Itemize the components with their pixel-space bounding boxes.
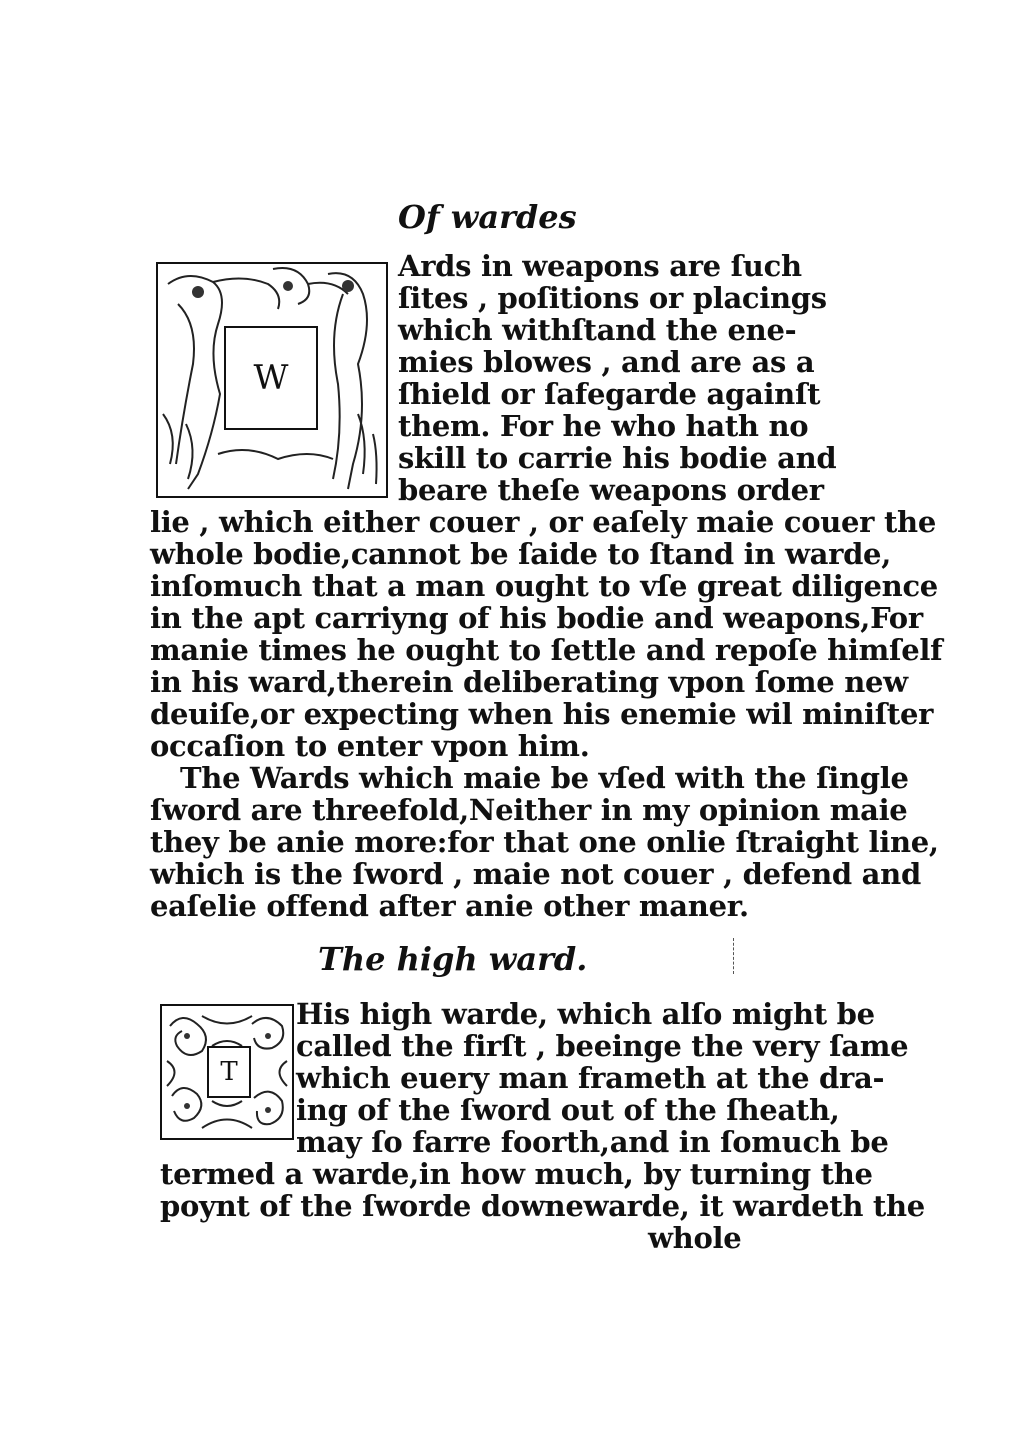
section-heading-high-ward: The high ward. [318,940,588,978]
text-line: mies blowes , and are as a [398,345,815,379]
text-line: termed a warde,in how much, by turning the [160,1157,873,1191]
text-line: His high warde, which alſo might be [296,997,875,1031]
text-line: Ards in weapons are ſuch [398,249,802,283]
initial-letter-t: T [207,1046,251,1098]
text-line: whole bodie,cannot be ſaide to ſtand in warde, [150,537,892,571]
text-line: occaſion to enter vpon him. [150,729,590,763]
decorated-initial-t [160,1004,294,1140]
text-line: which is the ſword , maie not couer , defend and [150,857,921,891]
section-heading-of-wardes: Of wardes [398,198,577,236]
text-line: may ſo farre foorth,and in ſomuch be [296,1125,889,1159]
text-line: manie times he ought to ſettle and repoſe himſelf [150,633,943,667]
catchword: whole [648,1221,742,1255]
text-line: which withſtand the ene- [398,313,797,347]
scan-artifact-mark [733,938,735,974]
text-line: ſword are threefold,Neither in my opinion maie [150,793,908,827]
text-line: poynt of the ſworde downewarde, it wardeth the [160,1189,925,1223]
text-line: them. For he who hath no [398,409,809,443]
text-line: deuiſe,or expecting when his enemie wil miniſter [150,697,934,731]
text-line: eaſelie offend after anie other maner. [150,889,749,923]
initial-letter-w: W [224,326,318,430]
text-line: ing of the ſword out of the ſheath, [296,1093,840,1127]
decorated-initial-w [156,262,388,498]
text-line: beare theſe weapons order [398,473,824,507]
text-line: skill to carrie his bodie and [398,441,837,475]
text-line: in his ward,therein deliberating vpon ſome new [150,665,908,699]
text-line: which euery man frameth at the dra- [296,1061,885,1095]
text-line: they be anie more:for that one onlie ſtraight line, [150,825,939,859]
text-line: lie , which either couer , or eaſely maie couer the [150,505,936,539]
text-line: The Wards which maie be vſed with the ſingle [180,761,909,795]
text-line: called the firſt , beeinge the very ſame [296,1029,909,1063]
text-line: inſomuch that a man ought to vſe great diligence [150,569,938,603]
text-line: in the apt carriyng of his bodie and weapons,For [150,601,923,635]
text-line: ſhield or ſafegarde againſt [398,377,821,411]
text-line: ſites , poſitions or placings [398,281,827,315]
